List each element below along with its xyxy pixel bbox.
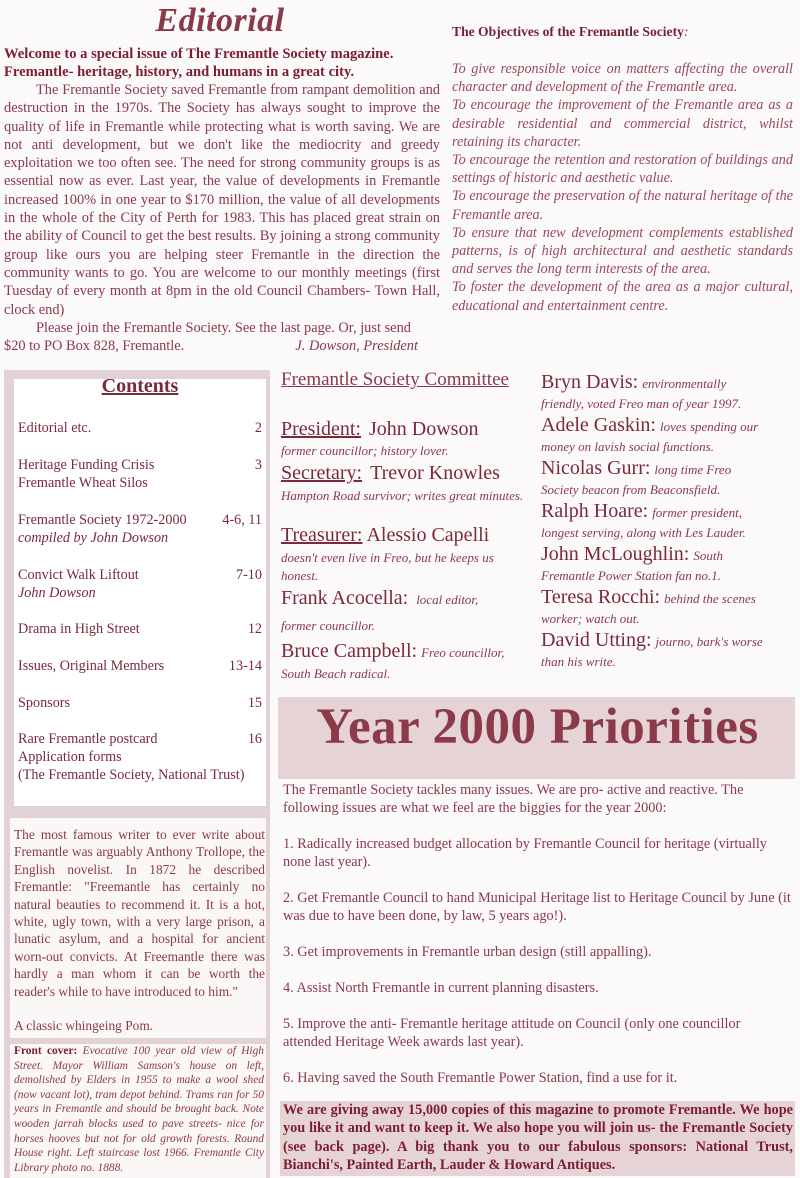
toc-item <box>18 620 262 638</box>
officer-name: John Dowson <box>369 418 479 440</box>
toc-item-page: 12 <box>247 621 262 637</box>
objective-item: To encourage the preservation of the natural heritage of the Fremantle area. <box>452 188 793 223</box>
committee-officer <box>281 524 533 585</box>
toc-item <box>18 419 262 437</box>
editorial-join-paragraph: Please join the Fremantle Society. See the last page. Or, just send <box>36 319 411 336</box>
committee-member <box>281 587 478 634</box>
toc-item-subtitle: John Dowson <box>18 585 96 601</box>
member-name: Teresa Rocchi: <box>541 586 661 608</box>
trollope-quote: The most famous writer to ever write about Fremantle was arguably Anthony Trollope, the English novelist. In 1872 he described Fremantle: "Freemantle has certainly no natural beauties to recommend it. It is a hot, white, ugly town, with a very large prison, a lunatic asylum, and a hospital for ancient worn-out convicts. At Freemantle there was hardly a man whom it can be worth the reader's while to have introduced to him." <box>14 827 265 999</box>
committee-member <box>541 500 746 541</box>
member-name: John McLoughlin: <box>541 543 690 565</box>
toc-item-title: Convict Walk Liftout <box>18 567 139 583</box>
front-cover-text: Evocative 100 year old view of High Street. Mayor William Samson's house on left, demolished by Elders in 1955 to make a wool shed (now vacant lot), tram depot behind. Trams ran for 50 years in Fremantle and should be brought back. Note wooden jarrah blocks used to pave streets- nice for horses hooves but not for old growth forests. Round House right. Left staircase lost 1966. Fremantle City Library photo no. 1888. <box>14 1045 264 1174</box>
committee-member <box>541 586 756 627</box>
officer-desc: doesn't even live in Freo, but he keeps us honest. <box>281 550 494 583</box>
member-desc-cont: longest serving, along with Les Lauder. <box>541 525 746 540</box>
toc-item-subtitle-2: (The Fremantle Society, National Trust) <box>18 767 245 783</box>
giveaway-text: We are giving away 15,000 copies of this magazine to promote Fremantle. We hope you like it and want to keep it. We also hope you will join us- the Fremantle Society (see back page). A big thank you to our fabulous sponsors: National Trust, Bianchi's, Painted Earth, Lauder & Howard Antiques. <box>283 1102 793 1173</box>
toc-item-title: Issues, Original Members <box>18 658 165 674</box>
editorial-lead: Welcome to a special issue of The Fremantle Society magazine. Fremantle- heritage, history, and humans in a great city. <box>4 46 394 80</box>
committee-member <box>541 414 758 455</box>
member-desc-cont: than his write. <box>541 654 616 669</box>
committee-member <box>541 457 731 498</box>
objective-item: To ensure that new development complements established patterns, is of high architectural and aesthetic standards and serves the long term interests of the area. <box>452 224 793 278</box>
committee-member <box>541 629 763 670</box>
member-name: Adele Gaskin: <box>541 414 656 436</box>
priorities-intro: The Fremantle Society tackles many issues. We are pro- active and reactive. The following issues are what we feel are the biggies for the year 2000: <box>283 782 744 816</box>
toc-item-page: 16 <box>247 731 262 747</box>
front-cover-label: Front cover: <box>14 1045 78 1057</box>
member-name: Bryn Davis: <box>541 371 639 393</box>
toc-item-page: 7-10 <box>235 567 262 583</box>
priority-item: 1. Radically increased budget allocation by Fremantle Council for heritage (virtually none last year). <box>283 836 767 870</box>
toc-item-title: Sponsors <box>18 695 71 711</box>
member-desc-cont: worker; watch out. <box>541 611 640 626</box>
front-cover-caption <box>14 1044 264 1175</box>
member-name: Bruce Campbell: <box>281 640 418 662</box>
member-name: Ralph Hoare: <box>541 500 649 522</box>
priorities-body <box>283 781 791 1105</box>
toc-item-page: 2 <box>254 420 262 436</box>
contents-title: Contents <box>101 375 179 397</box>
priority-item: 2. Get Fremantle Council to hand Municipal Heritage list to Heritage Council by June (it was due to have been done, by law, 5 years ago!). <box>283 890 791 924</box>
member-desc-cont: Fremantle Power Station fan no.1. <box>541 568 722 583</box>
objective-item: To encourage the retention and restoration of buildings and settings of historic and aesthetic value. <box>452 152 793 187</box>
officer-role: Secretary: <box>281 462 363 484</box>
trollope-text <box>14 826 265 1051</box>
toc-item-title: Heritage Funding Crisis <box>18 457 155 473</box>
member-desc: South <box>693 548 723 563</box>
toc-item <box>18 511 262 547</box>
member-desc: journo, bark's worse <box>655 634 763 649</box>
priority-item: 5. Improve the anti- Fremantle heritage attitude on Council (only one councillor attended Heritage Week awards last year). <box>283 1016 741 1050</box>
trollope-tagline: A classic whingeing Pom. <box>14 1018 154 1034</box>
member-desc: former president, <box>652 505 742 520</box>
toc-item-title: Rare Fremantle postcard <box>18 731 158 747</box>
priority-item: 4. Assist North Fremantle in current planning disasters. <box>283 980 599 996</box>
committee-member <box>541 371 741 412</box>
toc-item-subtitle: Fremantle Wheat Silos <box>18 475 148 491</box>
toc-item-page: 3 <box>254 457 262 473</box>
toc-item-title: Editorial etc. <box>18 420 92 436</box>
editorial-sign-row <box>4 337 440 355</box>
toc-item <box>18 657 262 675</box>
member-name: Frank Acocella: <box>281 587 409 609</box>
member-desc: behind the scenes <box>664 591 756 606</box>
member-desc: loves spending our <box>659 419 759 434</box>
objectives-heading <box>452 24 688 40</box>
toc-item-page: 4-6, 11 <box>222 512 262 528</box>
toc-item <box>18 456 262 492</box>
toc-item-page: 13-14 <box>228 658 262 674</box>
objectives-list <box>452 60 793 315</box>
member-desc: Freo councillor, <box>421 645 505 660</box>
committee-title: Fremantle Society Committee <box>281 369 509 390</box>
officer-desc: Hampton Road survivor; writes great minutes. <box>281 488 524 503</box>
member-desc: long time Freo <box>654 462 732 477</box>
officer-desc: former councillor; history lover. <box>281 443 449 458</box>
objectives-heading-text: The Objectives of the Fremantle Society <box>452 24 684 39</box>
committee-member <box>541 543 723 584</box>
officer-name: Alessio Capelli <box>366 524 490 546</box>
editorial-paragraph: The Fremantle Society saved Fremantle from rampant demolition and destruction in the 1970s. The Society has always sought to improve the quality of life in Fremantle while protecting what is worth saving. We are not anti development, but we don't like the mediocrity and greedy exploitation we too often see. The need for strong community groups is as essential now as ever. Last year, the value of developments in Fremantle increased 100% in one year to $170 million, the value of all developments in the whole of the City of Perth for 1983. This has placed great strain on the ability of Council to get the best results. By joining a strong community group like ours you are helping steer Fremantle in the direction the community wants to go. You are welcome to our monthly meetings (first Tuesday of every month at 8pm in the old Council Chambers- Town Hall, clock end) <box>4 82 440 318</box>
editorial-address: $20 to PO Box 828, Fremantle. <box>4 338 185 355</box>
editorial-title: Editorial <box>155 2 285 39</box>
member-name: Nicolas Gurr: <box>541 457 651 479</box>
member-desc-cont: Society beacon from Beaconsfield. <box>541 482 721 497</box>
member-desc: local editor, <box>416 592 479 607</box>
editorial-body <box>4 81 440 355</box>
objectives-heading-colon: : <box>683 24 689 39</box>
toc-item-subtitle: compiled by John Dowson <box>18 530 169 546</box>
toc-item <box>18 694 262 712</box>
committee-officer <box>281 462 533 505</box>
officer-role: Treasurer: <box>281 524 363 546</box>
member-desc: environmentally <box>642 376 727 391</box>
toc-item-title: Drama in High Street <box>18 621 140 637</box>
priority-item: 6. Having saved the South Fremantle Power Station, find a use for it. <box>283 1070 678 1086</box>
officer-name: Trevor Knowles <box>370 462 500 484</box>
member-name: David Utting: <box>541 629 652 651</box>
objective-item: To foster the development of the area as a major cultural, educational and entertainment centre. <box>452 279 793 314</box>
member-desc-cont: former councillor. <box>281 618 375 633</box>
officer-role: President: <box>281 418 361 440</box>
toc-item-title: Fremantle Society 1972-2000 <box>18 512 187 528</box>
toc-item-subtitle: Application forms <box>18 749 122 765</box>
toc-item <box>18 730 262 784</box>
member-desc-cont: South Beach radical. <box>281 666 391 681</box>
editorial-signature: J. Dowson, President <box>295 338 418 355</box>
priority-item: 3. Get improvements in Fremantle urban design (still appalling). <box>283 944 652 960</box>
toc-item-page: 15 <box>247 695 262 711</box>
objective-item: To encourage the improvement of the Fremantle area as a desirable residential and commercial district, whilst retaining its character. <box>452 97 793 150</box>
member-desc-cont: money on lavish social functions. <box>541 439 714 454</box>
toc-item <box>18 566 262 602</box>
committee-member <box>281 640 504 682</box>
committee-officer <box>281 418 478 459</box>
member-desc-cont: friendly, voted Freo man of year 1997. <box>541 396 742 411</box>
priorities-title: Year 2000 Priorities <box>316 699 759 755</box>
objective-item: To give responsible voice on matters affecting the overall character and development of the Fremantle area. <box>452 61 793 96</box>
